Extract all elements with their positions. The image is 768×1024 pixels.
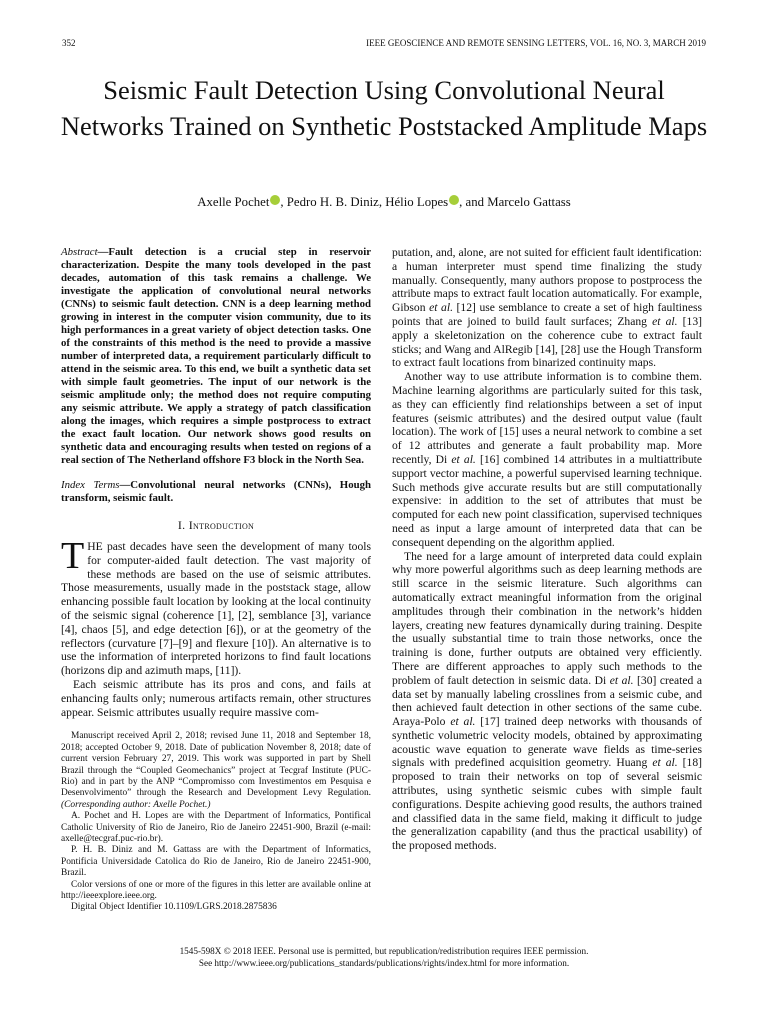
running-header	[62, 38, 706, 52]
author-diniz: , Pedro H. B. Diniz,	[280, 195, 386, 209]
copyright-footer	[60, 946, 708, 969]
index-terms-label: Index Terms	[61, 479, 120, 491]
right-paragraph-3	[392, 550, 702, 854]
right-paragraph-1	[392, 246, 702, 370]
text-run: putation, and, alone, are not suited for efficient fault identification: a human interpreter must spend time finalizing the study manually. Consequently, many authors propose to postprocess the attribute maps to extract fault location automatically. For example, Gibson	[392, 246, 702, 315]
dropcap: T	[61, 535, 85, 577]
journal-header: IEEE GEOSCIENCE AND REMOTE SENSING LETTERS, VOL. 16, NO. 3, MARCH 2019	[366, 38, 706, 48]
orcid-icon[interactable]	[270, 195, 280, 205]
intro-p1-text: HE past decades have seen the development of many tools for computer-aided fault detection. The vast majority of these methods are based on the use of seismic attributes. Those measurements, usually made in the poststack stage, allow enhancing possible fault location by looking at the local continuity of the seismic signal (coherence [1], [2], semblance [3], variance [4], chaos [5], and edge detection [6]), or at the geometry of the reflectors (curvature [7]–[9] and flexure [10]). An alternative is to use the information of interpreted horizons to find fault locations (horizons dip and azimuth maps, [11]).	[61, 540, 371, 678]
footnote-affiliation-1: A. Pochet and H. Lopes are with the Department of Informatics, Pontifical Catholic University of Rio de Janeiro, Rio de Janeiro 22451-900, Brazil (e-mail: axelle@tecgraf.puc-rio.br).	[61, 811, 371, 845]
text-run: [13] apply a skeletonization on the coherence cube to extract fault sticks; and Wang and AlRegib [14], [28] use the Hough Transform to extract fault locations from binarized continuity maps.	[392, 314, 702, 370]
et-al: et al.	[652, 756, 678, 770]
text-run: [18] proposed to train their networks on top of several seismic attributes, using synthetic seismic cubes with simple fault configurations. Despite achieving good results, the authors trained and classified data in the same field, making it difficult to judge the generalization capability (and thus the practical usability) of the proposed methods.	[392, 756, 702, 853]
abstract: Abstract—Fault detection is a crucial step in reservoir characterization. Despite the many tools developed in the past decades, automation of this task remains a challenge. We investigate the application of convolutional neural networks (CNNs) to seismic fault detection. CNN is a deep learning method growing in interest in the computer vision community, due to its high performances in a great variety of object detection tasks. One of the constraints of this method is the need to provide a massive number of interpreted data, a requirement particularly difficult to attend in the seismic area. To this end, we built a synthetic data set with simple fault geometries. The input of our network is the seismic amplitude only; the method does not require computing any seismic attribute. We apply a strategy of patch classification along the images, which requires a simple postprocess to extract the exact fault location. Our network shows good results on synthetic data and encouraging results when tested on regions of a real section of The Netherland offshore F3 block in the North Sea.	[61, 246, 371, 466]
page-number: 352	[62, 38, 76, 48]
footnote-affiliation-2: P. H. B. Diniz and M. Gattass are with the Department of Informatics, Pontificia Universidade Catolica do Rio de Janeiro, Rio de Janeiro 22451-900, Brazil.	[61, 845, 371, 879]
text-run: [12] use semblance to create a set of high faultiness points that are joined to build fault surfaces; Zhang	[392, 301, 702, 328]
author-lopes: Hélio Lopes	[385, 195, 449, 209]
footnote-manuscript	[61, 731, 371, 811]
et-al: et al.	[451, 452, 476, 466]
intro-paragraph-1	[61, 535, 371, 678]
et-al: et al.	[450, 715, 476, 729]
corresponding-author: (Corresponding author: Axelle Pochet.)	[61, 799, 211, 810]
footnote-color: Color versions of one or more of the figures in this letter are available online at http://ieeexplore.ieee.org.	[61, 879, 371, 902]
text-run: [17] trained deep networks with thousands of synthetic volumetric velocity models, obtained by approximating acoustic wave equation to generate wave fields as time-series signals with predefined acquisition geometry. Huang	[392, 715, 702, 770]
abstract-label: Abstract	[61, 246, 98, 258]
author-pochet: Axelle Pochet	[197, 195, 270, 209]
author-gattass: , and Marcelo Gattass	[459, 195, 571, 209]
text-run: The need for a large amount of interpreted data could explain why more powerful algorithms such as deep learning methods are still scarce in the seismic literature. Such algorithms can automatically extract meaningful information from the original amplitudes through their combination in the network’s hidden layers, creating new features dynamically during training. Despite the usually substantial time to train those networks, once the training is done, further outputs are obtained very efficiently. There are different approaches to apply such methods to the problem of fault detection in seismic data. Di	[392, 549, 702, 687]
abstract-text: Fault detection is a crucial step in reservoir characterization. Despite the many tools developed in the past decades, automation of this task remains a challenge. We investigate the application of convolutional neural networks (CNNs) to seismic fault detection. CNN is a deep learning method growing in interest in the computer vision community, due to its high performances in a great variety of object detection tasks. One of the constraints of this method is the need to provide a massive number of interpreted data, a requirement particularly difficult to attend in the seismic area. To this end, we built a synthetic data set with simple fault geometries. The input of our network is the seismic amplitude only; the method does not require computing any seismic attribute. We apply a strategy of patch classification along the images, which requires a simple postprocess to extract the exact fault location. Our network shows good results on synthetic data and encouraging results when tested on regions of a real section of The Netherland offshore F3 block in the North Sea.	[61, 246, 371, 466]
index-terms-text: Convolutional neural networks (CNNs), Hough transform, seismic fault.	[61, 479, 371, 504]
paper-title: Seismic Fault Detection Using Convolutional Neural Networks Trained on Synthetic Poststacked Amplitude Maps	[60, 75, 708, 141]
section-number: I.	[177, 518, 186, 532]
orcid-icon[interactable]	[449, 195, 459, 205]
et-al: et al.	[429, 301, 453, 315]
intro-paragraph-2: Each seismic attribute has its pros and cons, and fails at enhancing faults only; numerous artifacts remain, other structures appear. Seismic attributes usually require massive com-	[61, 677, 371, 719]
text-run: [30] created a data set by manually labeling crosslines from a seismic cube, and then achieved fault detection in other sections of the same cube. Araya-Polo	[392, 673, 702, 729]
author-list	[60, 194, 708, 210]
rights-link-line: See http://www.ieee.org/publications_standards/publications/rights/index.html for more information.	[198, 957, 570, 968]
section-heading	[61, 518, 371, 533]
copyright-line: 1545-598X © 2018 IEEE. Personal use is permitted, but republication/redistribution requires IEEE permission.	[179, 946, 589, 956]
left-column	[61, 246, 371, 914]
text-run: Another way to use attribute information is to combine them. Machine learning algorithms are particularly suited for this task, as they can efficiently find relationships between a set of input features (seismic attributes) and the desired output value (fault location). The work of [15] uses a neural network to combine a set of 12 attributes and generate a fault probability map. More recently, Di	[392, 370, 702, 466]
footnote-manuscript-text: Manuscript received April 2, 2018; revised June 11, 2018 and September 18, 2018; accepted October 9, 2018. Date of publication November 8, 2018; date of current version February 27, 2019. This work was supported in part by Shell Brazil through the “Coupled Geomechanics” project at Tecgraf Institute (PUC-Rio) and in part by the ANP “Compromisso com Investimentos em Pesquisa e Desenvolvimento” through the Research and Development Levy Regulation.	[61, 731, 371, 799]
text-run: [16] combined 14 attributes in a multiattribute support vector machine, a powerful supervised learning technique. Such methods give accurate results but are still computationally expensive: in addition to the set of attributes that must be computed for each new point classification, supervised techniques need as input a large amount of interpreted data that can be consequent depending on the algorithm applied.	[392, 452, 702, 549]
right-paragraph-2	[392, 370, 702, 549]
footnote-doi: Digital Object Identifier 10.1109/LGRS.2018.2875836	[71, 902, 277, 913]
et-al: et al.	[609, 673, 634, 687]
index-terms: Index Terms—Convolutional neural networks (CNNs), Hough transform, seismic fault.	[61, 479, 371, 504]
et-al: et al.	[652, 314, 678, 328]
section-title: Introduction	[188, 518, 255, 532]
right-column	[392, 246, 702, 853]
